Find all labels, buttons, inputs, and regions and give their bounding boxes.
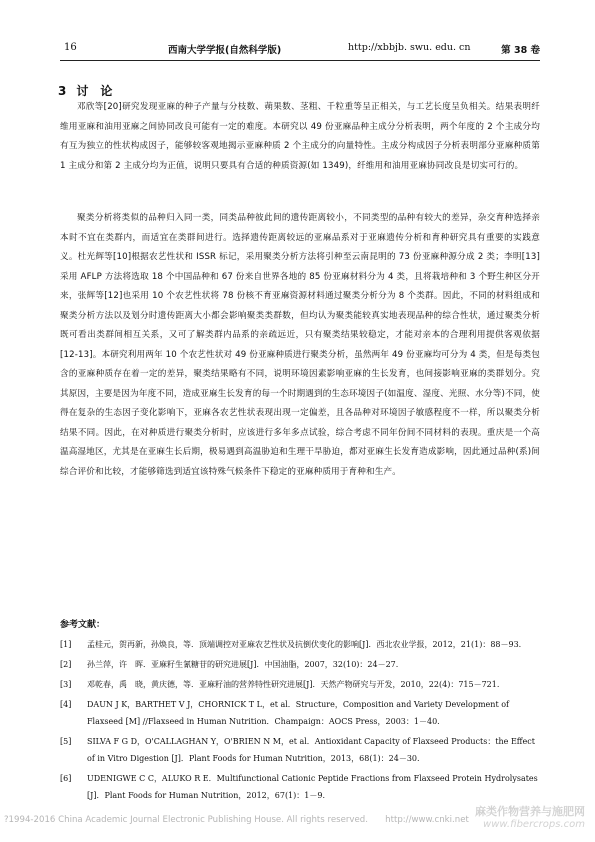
running-header <box>60 40 540 56</box>
reference-item <box>60 676 540 693</box>
reference-item <box>60 696 540 730</box>
reference-text: DAUN J K，BARTHET V J，CHORNICK T L，et al．Structure，Composition and Variety Development of Flaxseed [M] //Flaxseed in Human Nutrition．Champaign：AOCS Press，2003：1－40. <box>87 700 509 726</box>
reference-number: [2] <box>60 660 72 669</box>
reference-number: [4] <box>60 700 72 709</box>
header-rule <box>60 60 540 61</box>
section-number: 3 <box>58 84 67 98</box>
reference-item <box>60 636 540 653</box>
reference-item <box>60 770 540 804</box>
watermark-title: 麻类作物营养与施肥网 <box>475 805 585 818</box>
reference-number: [1] <box>60 640 72 649</box>
journal-url[interactable]: http://xbbjb. swu. edu. cn <box>348 42 471 53</box>
reference-text: 邓乾春，禹 晓，黄庆德，等．亚麻籽油的营养特性研究进展[J]．天然产物研究与开发，2010，22(4)：715－721. <box>87 680 500 689</box>
reference-text: UDENIGWE C C，ALUKO R E．Multifunctional Cationic Peptide Fractions from Flaxseed Protein Hydrolysates [J]．Plant Foods for Human Nutrition，2012，67(1)：1－9. <box>87 774 538 800</box>
section-heading <box>58 82 112 99</box>
page-number: 16 <box>64 42 77 53</box>
reference-item <box>60 656 540 673</box>
reference-number: [5] <box>60 737 72 746</box>
references-heading: 参考文献： <box>60 620 106 630</box>
reference-item <box>60 733 540 767</box>
reference-text: 孙兰萍，许 晖．亚麻籽生氰糖苷的研究进展[J]．中国油脂，2007，32(10)：24－27. <box>87 660 399 669</box>
copyright-text: ?1994-2016 China Academic Journal Electronic Publishing House. All rights reserved. http://www.cnki.net <box>4 815 469 825</box>
body-paragraph: 聚类分析将类似的品种归入同一类，同类品种彼此间的遗传距离较小，不同类型的品种有较大的差异，杂交育种选择亲本时不宜在类群内，而适宜在类群间进行。选择遗传距离较远的亚麻品系对于亚麻遗传分析和育种研究具有重要的实践意义。杜光辉等[10]根据农艺性状和 ISSR 标记，采用聚类分析方法将引种至云南昆明的 73 份亚麻种源分成 2 类；李明[13]采用 AFLP 方法将选取 18 个中国品种和 67 份来自世界各地的 85 份亚麻材料分为 4 类，且将栽培种和 3 个野生种区分开来，张辉等[12]也采用 10 个农艺性状将 78 份核不育亚麻资源材料通过聚类分析分为 8 个类群。因此，不同的材料组成和聚类分析方法以及划分时遗传距离大小都会影响聚类类群数，但均认为聚类能较真实地表现品种的综合性状，通过聚类分析既可看出类群间相互关系，又可了解类群内品系的亲疏远近，只有聚类结果较稳定，才能对亲本的合理利用提供客观依据[12-13]。本研究利用两年 10 个农艺性状对 49 份亚麻种质进行聚类分析，虽然两年 49 份亚麻均可分为 4 类，但是每类包含的亚麻种质存在着一定的差异，聚类结果略有不同，说明环境因素影响亚麻的生长发育，也间接影响亚麻的类群划分。究其原因，主要是因为年度不同，造成亚麻生长发育的每一个时期遇到的生态环境因子(如温度、湿度、光照、水分等)不同，使得在复杂的生态因子变化影响下，亚麻各农艺性状表现出现一定偏差，且各品种对环境因子敏感程度不一样，所以聚类分析结果不同。因此，在对种质进行聚类分析时，应该进行多年多点试验，综合考虑不同年份间不同材料的表现。重庆是一个高温高湿地区，尤其是在亚麻生长后期，极易遇到高温胁迫和生理干旱胁迫，都对亚麻生长发育造成影响，因此通过品种(系)间综合评价和比较，才能够筛选到适宜该特殊气候条件下稳定的亚麻种质用于育种和生产。 <box>60 213 540 477</box>
watermark-url: www.fibercrops.com <box>483 819 585 830</box>
body-paragraph: 邓欣等[20]研究发现亚麻的种子产量与分枝数、蒴果数、茎粗、千粒重等呈正相关，与工艺长度呈负相关。结果表明纤维用亚麻和油用亚麻之间协同改良可能有一定的难度。本研究以 49 份亚麻品种主成分分析表明，两个年度的 2 个主成分均有互为独立的性状构成因子，能够较客观地揭示亚麻种质 2 个主成分的向量特性。主成分构成因子分析表明部分亚麻种质第 1 主成分和第 2 主成分均为正值，说明只要具有合适的种质资源(如 1349)，纤维用和油用亚麻协同改良是切实可行的。 <box>60 102 540 171</box>
reference-number: [6] <box>60 774 72 783</box>
journal-name: 西南大学学报(自然科学版) <box>168 45 282 56</box>
section-title: 讨 论 <box>76 84 113 98</box>
reference-list <box>60 636 540 807</box>
reference-text: SILVA F G D，O'CALLAGHAN Y，O'BRIEN N M，et al．Antioxidant Capacity of Flaxseed Products：the Effect of in Vitro Digestion [J]．Plant Foods for Human Nutrition，2013，68(1)：24－30. <box>87 737 535 763</box>
watermark <box>475 805 585 831</box>
reference-number: [3] <box>60 680 72 689</box>
volume-label: 第 38 卷 <box>501 45 540 56</box>
reference-text: 孟桂元，贺再新，孙焕良，等．顶端调控对亚麻农艺性状及抗倒伏变化的影响[J]．西北农业学报，2012，21(1)：88－93. <box>87 640 522 649</box>
